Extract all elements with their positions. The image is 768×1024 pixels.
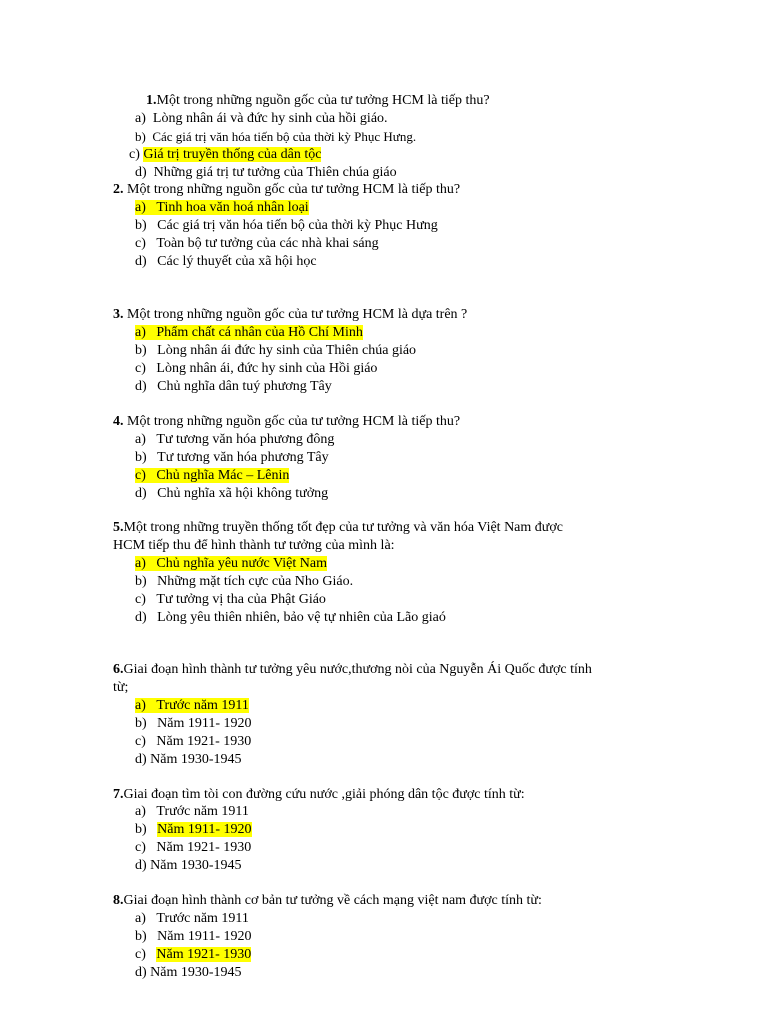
- q3-option-c: [135, 360, 377, 377]
- q1-option-d: [135, 164, 397, 181]
- q3-option-b: [135, 342, 416, 359]
- q3-option-a: [135, 324, 363, 341]
- question-text: từ;: [113, 680, 129, 695]
- option-text-highlighted: Giá trị truyền thống của dân tộc: [143, 147, 322, 162]
- q2-option-c: [135, 235, 379, 252]
- q8-option-b: [135, 928, 252, 945]
- option-label: c): [135, 734, 146, 749]
- question-text: Một trong những nguồn gốc của tư tưởng HCM là tiếp thu?: [156, 93, 490, 108]
- question-number: 1.: [146, 93, 157, 108]
- q4-option-d: [135, 485, 328, 502]
- option-label: d): [135, 965, 147, 980]
- option-label: a): [135, 200, 146, 215]
- option-text: Tư tương văn hóa phương đông: [156, 432, 335, 447]
- option-text: Chủ nghĩa xã hội không tưởng: [157, 486, 329, 501]
- option-label: d): [135, 858, 147, 873]
- option-text: Năm 1930-1945: [150, 858, 242, 873]
- option-text: Trước năm 1911: [156, 804, 249, 819]
- q5-option-a: [135, 555, 327, 572]
- option-text: Năm 1930-1945: [150, 752, 242, 767]
- option-text: Các giá trị văn hóa tiến bộ của thời kỳ Phục Hưng.: [152, 129, 417, 144]
- option-text: Lòng nhân ái và đức hy sinh của hồi giáo.: [152, 111, 388, 126]
- question-3: [113, 306, 467, 323]
- option-label: a): [135, 432, 146, 447]
- option-label: b): [135, 929, 147, 944]
- option-label: c): [129, 147, 140, 162]
- q2-option-a: [135, 199, 309, 216]
- q7-option-c: [135, 839, 251, 856]
- question-number: 4.: [113, 414, 124, 429]
- question-number: 6.: [113, 662, 124, 677]
- question-text: Một trong những nguồn gốc của tư tưởng HCM là tiếp thu?: [123, 414, 461, 429]
- q6-option-a: [135, 697, 249, 714]
- option-text: Chủ nghĩa yêu nước Việt Nam: [156, 556, 327, 571]
- option-label: d): [135, 610, 147, 625]
- question-text: Một trong những truyền thống tốt đẹp của tư tưởng và văn hóa Việt Nam được: [123, 520, 563, 535]
- option-text: Những mặt tích cực của Nho Giáo.: [157, 574, 354, 589]
- question-2: [113, 181, 460, 198]
- option-text: Trước năm 1911: [156, 911, 249, 926]
- question-number: 8.: [113, 893, 124, 908]
- q4-option-a: [135, 431, 334, 448]
- option-label: c): [135, 592, 146, 607]
- q8-option-c: [135, 946, 251, 963]
- q4-option-b: [135, 449, 329, 466]
- option-label: a): [135, 804, 146, 819]
- q3-option-d: [135, 378, 332, 395]
- option-label: d): [135, 752, 147, 767]
- option-text: Toàn bộ tư tưởng của các nhà khai sáng: [156, 236, 379, 251]
- option-text: Năm 1911- 1920: [157, 716, 252, 731]
- option-highlight: [135, 698, 249, 713]
- question-number: 3.: [113, 307, 124, 322]
- option-label: b): [135, 343, 147, 358]
- option-text: Lòng nhân ái, đức hy sinh của Hồi giáo: [156, 361, 378, 376]
- q8-option-a: [135, 910, 249, 927]
- option-label: a): [135, 698, 146, 713]
- q7-option-b: [135, 821, 252, 838]
- option-text: Lòng nhân ái đức hy sinh của Thiên chúa giáo: [157, 343, 417, 358]
- option-label: b): [135, 822, 147, 837]
- question-7: [113, 786, 525, 803]
- option-label: c): [135, 361, 146, 376]
- option-label: d): [135, 254, 147, 269]
- option-label: b): [135, 450, 147, 465]
- question-text: Giai đoạn tìm tòi con đường cứu nước ,giải phóng dân tộc được tính từ:: [123, 787, 525, 802]
- question-6: [113, 661, 592, 678]
- question-number: 7.: [113, 787, 124, 802]
- q7-option-d: [135, 857, 242, 874]
- question-number: 2.: [113, 182, 124, 197]
- option-text: Lòng yêu thiên nhiên, bảo vệ tự nhiên của Lão giaó: [157, 610, 446, 625]
- option-highlight: [135, 468, 289, 483]
- option-highlight: [135, 325, 363, 340]
- question-text: Giai đoạn hình thành cơ bản tư tưởng về cách mạng việt nam được tính từ:: [123, 893, 542, 908]
- option-label: d): [135, 379, 147, 394]
- question-5: [113, 519, 563, 536]
- option-text: Năm 1930-1945: [150, 965, 242, 980]
- option-label: b): [135, 574, 147, 589]
- option-text: Các giá trị văn hóa tiến bộ của thời kỳ Phục Hưng: [157, 218, 438, 233]
- option-label: c): [135, 236, 146, 251]
- q7-option-a: [135, 803, 249, 820]
- option-label: b): [135, 218, 147, 233]
- q2-option-b: [135, 217, 438, 234]
- q5-option-b: [135, 573, 353, 590]
- option-text: Chủ nghĩa Mác – Lênin: [156, 468, 290, 483]
- question-text: Giai đoạn hình thành tư tưởng yêu nước,thương nòi của Nguyễn Ái Quốc được tính: [123, 662, 592, 677]
- q6-option-c: [135, 733, 251, 750]
- option-text: Trước năm 1911: [156, 698, 249, 713]
- q6-option-b: [135, 715, 252, 732]
- q2-option-d: [135, 253, 317, 270]
- question-text: Một trong những nguồn gốc của tư tưởng HCM là tiếp thu?: [123, 182, 461, 197]
- option-text: Những giá trị tư tưởng của Thiên chúa giáo: [153, 165, 397, 180]
- option-text: Phẩm chất cá nhân của Hồ Chí Minh: [156, 325, 363, 340]
- q5-option-c: [135, 591, 326, 608]
- option-text-highlighted: Năm 1921- 1930: [156, 947, 252, 962]
- q4-option-c: [135, 467, 289, 484]
- question-text: HCM tiếp thu để hình thành tư tưởng của mình là:: [113, 538, 395, 553]
- option-highlight: [135, 556, 327, 571]
- option-label: c): [135, 468, 146, 483]
- option-label: a): [135, 556, 146, 571]
- option-text-highlighted: Năm 1911- 1920: [157, 822, 252, 837]
- option-text: Tinh hoa văn hoá nhân loại: [156, 200, 309, 215]
- question-8: [113, 892, 542, 909]
- option-label: c): [135, 947, 146, 962]
- question-5-line-2: [113, 537, 395, 554]
- option-text: Năm 1921- 1930: [156, 734, 252, 749]
- option-label: a): [135, 325, 146, 340]
- option-label: a): [135, 111, 146, 126]
- question-4: [113, 413, 460, 430]
- question-text: Một trong những nguồn gốc của tư tưởng HCM là dựa trên ?: [123, 307, 468, 322]
- question-6-line-2: [113, 679, 128, 696]
- q5-option-d: [135, 609, 446, 626]
- q6-option-d: [135, 751, 242, 768]
- question-number: 5.: [113, 520, 124, 535]
- option-text: Các lý thuyết của xã hội học: [157, 254, 317, 269]
- q1-option-c: [129, 146, 321, 163]
- option-highlight: [135, 200, 309, 215]
- option-label: b): [135, 716, 147, 731]
- question-1: [146, 92, 490, 109]
- option-text: Tư tưởng vị tha của Phật Giáo: [156, 592, 326, 607]
- option-label: c): [135, 840, 146, 855]
- q1-option-a: [135, 110, 388, 127]
- option-text: Tư tương văn hóa phương Tây: [157, 450, 329, 465]
- option-label: b): [135, 129, 146, 144]
- option-label: a): [135, 911, 146, 926]
- option-text: Năm 1921- 1930: [156, 840, 252, 855]
- option-text: Năm 1911- 1920: [157, 929, 252, 944]
- option-text: Chủ nghĩa dân tuý phương Tây: [157, 379, 332, 394]
- option-label: d): [135, 165, 147, 180]
- q8-option-d: [135, 964, 242, 981]
- q1-option-b: [135, 128, 416, 145]
- option-label: d): [135, 486, 147, 501]
